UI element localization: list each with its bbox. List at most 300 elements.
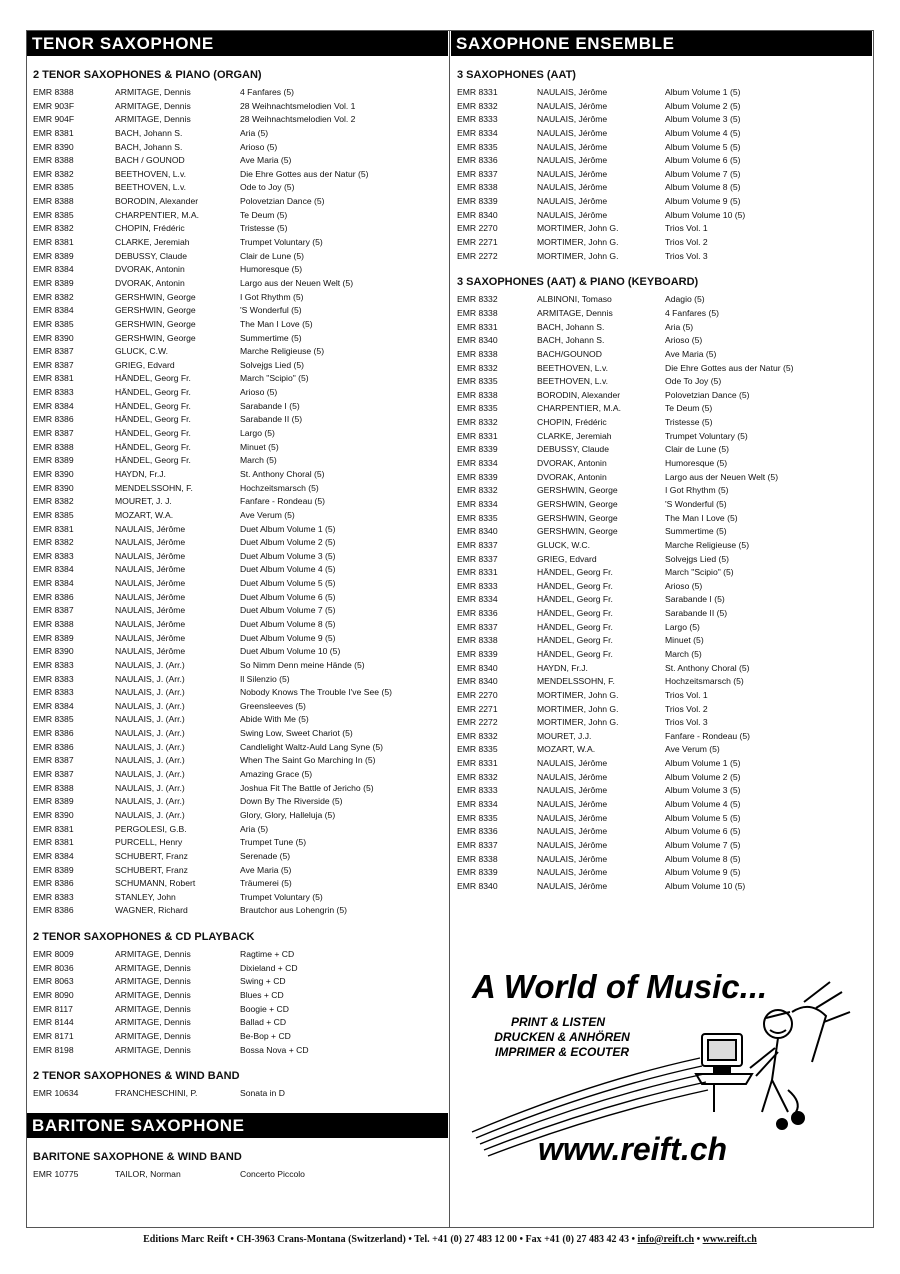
composer-name: GLUCK, C.W. xyxy=(115,346,169,357)
catalog-number: EMR 8337 xyxy=(457,839,498,850)
composer-name: HÄNDEL, Georg Fr. xyxy=(537,635,613,646)
work-title: Aria (5) xyxy=(240,127,269,138)
catalog-row xyxy=(27,427,448,441)
catalog-number: EMR 8382 xyxy=(33,291,74,302)
composer-name: NAULAIS, Jérôme xyxy=(537,127,608,138)
catalog-number: EMR 8386 xyxy=(33,414,74,425)
catalog-row xyxy=(451,662,872,676)
composer-name: SCHUMANN, Robert xyxy=(115,878,196,889)
composer-name: NAULAIS, Jérôme xyxy=(537,812,608,823)
work-title: Amazing Grace (5) xyxy=(240,769,313,780)
composer-name: MOURET, J. J. xyxy=(115,496,172,507)
ensemble-sections xyxy=(451,69,872,894)
catalog-row xyxy=(451,648,872,662)
catalog-number: EMR 8337 xyxy=(457,553,498,564)
work-title: 28 Weihnachtsmelodien Vol. 2 xyxy=(240,114,356,125)
footer-email-link[interactable]: info@reift.ch xyxy=(637,1234,695,1245)
catalog-row xyxy=(451,771,872,785)
composer-name: BEETHOVEN, L.v. xyxy=(537,362,608,373)
catalog-row xyxy=(27,686,448,700)
catalog-row xyxy=(451,471,872,485)
work-title: 28 Weihnachtsmelodien Vol. 1 xyxy=(240,100,356,111)
catalog-row xyxy=(451,512,872,526)
catalog-row xyxy=(27,536,448,550)
work-title: Trios Vol. 2 xyxy=(665,237,708,248)
catalog-number: EMR 904F xyxy=(33,114,75,125)
composer-name: SCHUBERT, Franz xyxy=(115,850,188,861)
work-title: Aria (5) xyxy=(665,321,694,332)
catalog-number: EMR 8339 xyxy=(457,867,498,878)
catalog-number: EMR 8332 xyxy=(457,485,498,496)
footer-address: Editions Marc Reift • CH-3963 Crans-Montana (Switzerland) • Tel. +41 (0) 27 483 12 00 • Fax +41 (0) 27 483 42 43 • xyxy=(143,1234,638,1245)
work-title: Bossa Nova + CD xyxy=(240,1044,309,1055)
catalog-number: EMR 8332 xyxy=(457,771,498,782)
composer-name: HÄNDEL, Georg Fr. xyxy=(537,567,613,578)
catalog-row xyxy=(27,1044,448,1058)
catalog-number: EMR 2272 xyxy=(457,250,498,261)
catalog-row xyxy=(27,495,448,509)
catalog-row xyxy=(451,141,872,155)
catalog-row xyxy=(451,250,872,264)
catalog-row xyxy=(27,1003,448,1017)
composer-name: GERSHWIN, George xyxy=(537,485,618,496)
work-title: Serenade (5) xyxy=(240,850,291,861)
composer-name: DVORAK, Antonin xyxy=(537,471,607,482)
work-title: Album Volume 8 (5) xyxy=(665,853,741,864)
composer-name: BACH, Johann S. xyxy=(537,321,605,332)
catalog-number: EMR 8144 xyxy=(33,1017,74,1028)
catalog-number: EMR 8381 xyxy=(33,127,74,138)
work-title: Be-Bop + CD xyxy=(240,1030,291,1041)
catalog-number: EMR 8382 xyxy=(33,537,74,548)
catalog-number: EMR 8335 xyxy=(457,141,498,152)
work-title: Largo aus der Neuen Welt (5) xyxy=(240,277,354,288)
composer-name: HÄNDEL, Georg Fr. xyxy=(115,428,191,439)
composer-name: HÄNDEL, Georg Fr. xyxy=(537,608,613,619)
catalog-row xyxy=(27,154,448,168)
catalog-row xyxy=(451,348,872,362)
work-title: Ode to Joy (5) xyxy=(240,182,295,193)
catalog-row xyxy=(451,689,872,703)
catalog-number: EMR 8340 xyxy=(457,335,498,346)
catalog-row xyxy=(451,703,872,717)
catalog-number: EMR 8338 xyxy=(457,307,498,318)
catalog-number: EMR 8383 xyxy=(33,387,74,398)
catalog-number: EMR 8332 xyxy=(457,362,498,373)
catalog-row xyxy=(451,293,872,307)
catalog-number: EMR 8389 xyxy=(33,455,74,466)
catalog-number: EMR 8385 xyxy=(33,209,74,220)
work-title: Swing Low, Sweet Chariot (5) xyxy=(240,728,353,739)
catalog-row xyxy=(27,372,448,386)
composer-name: CHOPIN, Frédéric xyxy=(115,223,185,234)
work-title: Polovetzian Dance (5) xyxy=(240,196,325,207)
footer-web-link[interactable]: www.reift.ch xyxy=(702,1234,757,1245)
work-title: Largo (5) xyxy=(240,428,275,439)
catalog-number: EMR 8383 xyxy=(33,891,74,902)
composer-name: NAULAIS, J. (Arr.) xyxy=(115,796,185,807)
work-title: Duet Album Volume 7 (5) xyxy=(240,605,336,616)
work-title: Trumpet Voluntary (5) xyxy=(665,430,748,441)
catalog-row xyxy=(27,141,448,155)
work-title: Arioso (5) xyxy=(240,141,278,152)
catalog-row xyxy=(451,757,872,771)
catalog-row xyxy=(451,621,872,635)
composer-name: HÄNDEL, Georg Fr. xyxy=(115,387,191,398)
composer-name: BEETHOVEN, L.v. xyxy=(537,376,608,387)
work-title: Duet Album Volume 4 (5) xyxy=(240,564,336,575)
work-title: Album Volume 4 (5) xyxy=(665,799,741,810)
composer-name: GRIEG, Edvard xyxy=(537,553,597,564)
catalog-number: EMR 8384 xyxy=(33,305,74,316)
catalog-row xyxy=(451,716,872,730)
composer-name: MORTIMER, John G. xyxy=(537,717,619,728)
catalog-row xyxy=(451,784,872,798)
work-title: Trios Vol. 2 xyxy=(665,703,708,714)
work-title: Album Volume 2 (5) xyxy=(665,100,741,111)
logo-line-drucken: DRUCKEN & ANHÖREN xyxy=(494,1030,630,1044)
catalog-number: EMR 8383 xyxy=(33,550,74,561)
composer-name: SCHUBERT, Franz xyxy=(115,864,188,875)
baritone-sections xyxy=(27,1151,448,1182)
catalog-number: EMR 8390 xyxy=(33,646,74,657)
composer-name: GERSHWIN, George xyxy=(115,291,196,302)
catalog-number: EMR 8337 xyxy=(457,168,498,179)
work-title: Trios Vol. 1 xyxy=(665,689,708,700)
catalog-row xyxy=(451,634,872,648)
catalog-row xyxy=(27,577,448,591)
catalog-number: EMR 8388 xyxy=(33,155,74,166)
work-title: I Got Rhythm (5) xyxy=(665,485,729,496)
work-title: Trumpet Voluntary (5) xyxy=(240,237,323,248)
catalog-number: EMR 8388 xyxy=(33,87,74,97)
catalog-number: EMR 8336 xyxy=(457,155,498,166)
composer-name: NAULAIS, J. (Arr.) xyxy=(115,741,185,752)
catalog-row xyxy=(451,730,872,744)
catalog-number: EMR 8381 xyxy=(33,523,74,534)
catalog-row xyxy=(451,607,872,621)
composer-name: MOZART, W.A. xyxy=(115,509,174,520)
ensemble-section-title: 3 SAXOPHONES (AAT) xyxy=(457,69,576,81)
catalog-number: EMR 8382 xyxy=(33,168,74,179)
catalog-row xyxy=(27,632,448,646)
work-title: Sarabande II (5) xyxy=(665,608,728,619)
composer-name: CLARKE, Jeremiah xyxy=(115,237,190,248)
catalog-number: EMR 8333 xyxy=(457,580,498,591)
composer-name: DVORAK, Antonin xyxy=(537,458,607,469)
composer-name: ARMITAGE, Dennis xyxy=(115,114,191,125)
catalog-row xyxy=(27,673,448,687)
work-title: Te Deum (5) xyxy=(665,403,713,414)
catalog-number: EMR 8338 xyxy=(457,389,498,400)
catalog-row xyxy=(27,754,448,768)
composer-name: NAULAIS, Jérôme xyxy=(537,196,608,207)
catalog-number: EMR 8388 xyxy=(33,618,74,629)
catalog-row xyxy=(451,675,872,689)
catalog-number: EMR 8387 xyxy=(33,769,74,780)
composer-name: MENDELSSOHN, F. xyxy=(115,482,193,493)
composer-name: GERSHWIN, George xyxy=(115,305,196,316)
work-title: Hochzeitsmarsch (5) xyxy=(240,482,319,493)
catalog-number: EMR 8381 xyxy=(33,823,74,834)
work-title: Tristesse (5) xyxy=(665,417,713,428)
catalog-row xyxy=(27,700,448,714)
catalog-number: EMR 8389 xyxy=(33,632,74,643)
logo-headline: A World of Music... xyxy=(472,968,768,1005)
composer-name: MORTIMER, John G. xyxy=(537,250,619,261)
catalog-number: EMR 8334 xyxy=(457,498,498,509)
composer-name: PERGOLESI, G.B. xyxy=(115,823,187,834)
work-title: Album Volume 10 (5) xyxy=(665,209,746,220)
work-title: Swing + CD xyxy=(240,976,286,987)
work-title: Album Volume 5 (5) xyxy=(665,141,741,152)
catalog-row xyxy=(451,825,872,839)
composer-name: MORTIMER, John G. xyxy=(537,237,619,248)
composer-name: ALBINONI, Tomaso xyxy=(537,294,612,305)
work-title: Te Deum (5) xyxy=(240,209,288,220)
tenor-section-title: 2 TENOR SAXOPHONES & PIANO (ORGAN) xyxy=(33,69,262,81)
catalog-number: EMR 8171 xyxy=(33,1030,74,1041)
catalog-number: EMR 8335 xyxy=(457,376,498,387)
catalog-row xyxy=(451,566,872,580)
work-title: Ode To Joy (5) xyxy=(665,376,722,387)
work-title: Duet Album Volume 2 (5) xyxy=(240,537,336,548)
composer-name: ARMITAGE, Dennis xyxy=(537,307,613,318)
work-title: Album Volume 10 (5) xyxy=(665,880,746,891)
catalog-row xyxy=(451,168,872,182)
work-title: Summertime (5) xyxy=(665,526,727,537)
work-title: Brautchor aus Lohengrin (5) xyxy=(240,905,348,916)
column-divider xyxy=(449,30,450,1228)
composer-name: NAULAIS, Jérôme xyxy=(115,618,186,629)
baritone-section-title: BARITONE SAXOPHONE & WIND BAND xyxy=(33,1150,242,1163)
catalog-row xyxy=(451,127,872,141)
composer-name: NAULAIS, Jérôme xyxy=(537,100,608,111)
work-title: Die Ehre Gottes aus der Natur (5) xyxy=(665,362,794,373)
catalog-row xyxy=(451,484,872,498)
work-title: Glory, Glory, Halleluja (5) xyxy=(240,809,336,820)
catalog-row xyxy=(27,441,448,455)
composer-name: MENDELSSOHN, F. xyxy=(537,676,615,687)
work-title: Duet Album Volume 6 (5) xyxy=(240,591,336,602)
composer-name: ARMITAGE, Dennis xyxy=(115,1030,191,1041)
catalog-row xyxy=(27,291,448,305)
work-title: Ave Maria (5) xyxy=(240,864,292,875)
work-title: Minuet (5) xyxy=(665,635,704,646)
catalog-row xyxy=(27,413,448,427)
catalog-number: EMR 8340 xyxy=(457,662,498,673)
catalog-number: EMR 8332 xyxy=(457,417,498,428)
composer-name: HÄNDEL, Georg Fr. xyxy=(115,414,191,425)
catalog-row xyxy=(451,866,872,880)
catalog-row xyxy=(27,304,448,318)
composer-name: ARMITAGE, Dennis xyxy=(115,949,191,960)
catalog-row xyxy=(27,168,448,182)
work-title: Album Volume 5 (5) xyxy=(665,812,741,823)
catalog-number: EMR 8388 xyxy=(33,196,74,207)
work-title: Minuet (5) xyxy=(240,441,279,452)
catalog-number: EMR 8390 xyxy=(33,141,74,152)
catalog-number: EMR 8383 xyxy=(33,659,74,670)
composer-name: NAULAIS, Jérôme xyxy=(115,605,186,616)
page-footer xyxy=(0,1234,900,1245)
work-title: Trios Vol. 1 xyxy=(665,223,708,234)
composer-name: NAULAIS, J. (Arr.) xyxy=(115,755,185,766)
catalog-number: EMR 8340 xyxy=(457,209,498,220)
work-title: Tristesse (5) xyxy=(240,223,288,234)
work-title: Largo aus der Neuen Welt (5) xyxy=(665,471,779,482)
catalog-number: EMR 8389 xyxy=(33,864,74,875)
catalog-row xyxy=(27,400,448,414)
catalog-row xyxy=(27,795,448,809)
catalog-number: EMR 8386 xyxy=(33,591,74,602)
catalog-number: EMR 8340 xyxy=(457,676,498,687)
catalog-number: EMR 8384 xyxy=(33,850,74,861)
catalog-number: EMR 8337 xyxy=(457,621,498,632)
work-title: 'S Wonderful (5) xyxy=(665,498,727,509)
catalog-number: EMR 8333 xyxy=(457,114,498,125)
catalog-number: EMR 8335 xyxy=(457,812,498,823)
catalog-row xyxy=(451,181,872,195)
work-title: Album Volume 9 (5) xyxy=(665,196,741,207)
composer-name: GERSHWIN, George xyxy=(537,498,618,509)
catalog-row xyxy=(27,1168,448,1182)
catalog-number: EMR 8387 xyxy=(33,428,74,439)
catalog-row xyxy=(451,375,872,389)
catalog-number: EMR 8339 xyxy=(457,471,498,482)
work-title: Album Volume 3 (5) xyxy=(665,785,741,796)
catalog-number: EMR 8332 xyxy=(457,294,498,305)
catalog-row xyxy=(27,645,448,659)
catalog-number: EMR 8339 xyxy=(457,196,498,207)
catalog-row xyxy=(27,86,448,100)
catalog-number: EMR 8338 xyxy=(457,182,498,193)
composer-name: ARMITAGE, Dennis xyxy=(115,1017,191,1028)
composer-name: BACH/GOUNOD xyxy=(537,348,602,359)
work-title: March (5) xyxy=(665,648,702,659)
composer-name: WAGNER, Richard xyxy=(115,905,188,916)
work-title: Down By The Riverside (5) xyxy=(240,796,343,807)
composer-name: HÄNDEL, Georg Fr. xyxy=(115,441,191,452)
catalog-number: EMR 8385 xyxy=(33,182,74,193)
catalog-row xyxy=(27,904,448,918)
catalog-number: EMR 8036 xyxy=(33,962,74,973)
catalog-number: EMR 8335 xyxy=(457,512,498,523)
composer-name: NAULAIS, Jérôme xyxy=(537,826,608,837)
catalog-number: EMR 8389 xyxy=(33,250,74,261)
saxophone-ensemble-banner: SAXOPHONE ENSEMBLE xyxy=(451,31,872,56)
baritone-saxophone-banner: BARITONE SAXOPHONE xyxy=(27,1113,448,1138)
work-title: Ave Maria (5) xyxy=(665,348,717,359)
work-title: Arioso (5) xyxy=(240,387,278,398)
catalog-number: EMR 8384 xyxy=(33,400,74,411)
work-title: Marche Religieuse (5) xyxy=(240,346,325,357)
catalog-row xyxy=(451,209,872,223)
catalog-row xyxy=(27,263,448,277)
catalog-number: EMR 8385 xyxy=(33,318,74,329)
composer-name: NAULAIS, Jérôme xyxy=(115,550,186,561)
catalog-row xyxy=(27,345,448,359)
catalog-number: EMR 8385 xyxy=(33,714,74,725)
composer-name: NAULAIS, Jérôme xyxy=(537,839,608,850)
work-title: Duet Album Volume 9 (5) xyxy=(240,632,336,643)
composer-name: HÄNDEL, Georg Fr. xyxy=(537,648,613,659)
composer-name: NAULAIS, Jérôme xyxy=(115,523,186,534)
work-title: Trumpet Tune (5) xyxy=(240,837,307,848)
catalog-number: EMR 8390 xyxy=(33,482,74,493)
catalog-number: EMR 8389 xyxy=(33,796,74,807)
composer-name: GLUCK, W.C. xyxy=(537,539,591,550)
composer-name: BACH, Johann S. xyxy=(115,127,183,138)
work-title: Sarabande I (5) xyxy=(665,594,725,605)
work-title: Joshua Fit The Battle of Jericho (5) xyxy=(240,782,374,793)
catalog-row xyxy=(27,277,448,291)
composer-name: NAULAIS, Jérôme xyxy=(537,853,608,864)
composer-name: ARMITAGE, Dennis xyxy=(115,87,191,97)
work-title: Album Volume 1 (5) xyxy=(665,87,741,97)
composer-name: GERSHWIN, George xyxy=(537,512,618,523)
catalog-row xyxy=(451,402,872,416)
catalog-row xyxy=(27,359,448,373)
catalog-row xyxy=(451,307,872,321)
catalog-number: EMR 8384 xyxy=(33,564,74,575)
catalog-row xyxy=(451,853,872,867)
catalog-row xyxy=(451,743,872,757)
catalog-number: EMR 8331 xyxy=(457,87,498,97)
left-column xyxy=(27,31,448,1181)
work-title: Nobody Knows The Trouble I've See (5) xyxy=(240,687,392,698)
catalog-number: EMR 8384 xyxy=(33,264,74,275)
work-title: Il Silenzio (5) xyxy=(240,673,290,684)
catalog-number: EMR 8385 xyxy=(33,509,74,520)
work-title: Marche Religieuse (5) xyxy=(665,539,750,550)
catalog-row xyxy=(27,250,448,264)
catalog-row xyxy=(27,891,448,905)
catalog-row xyxy=(27,100,448,114)
catalog-number: EMR 8387 xyxy=(33,346,74,357)
catalog-row xyxy=(27,209,448,223)
catalog-number: EMR 8389 xyxy=(33,277,74,288)
catalog-number: EMR 8331 xyxy=(457,567,498,578)
catalog-row xyxy=(451,593,872,607)
catalog-row xyxy=(451,321,872,335)
catalog-number: EMR 8331 xyxy=(457,430,498,441)
work-title: Arioso (5) xyxy=(665,335,703,346)
work-title: Clair de Lune (5) xyxy=(665,444,730,455)
catalog-number: EMR 8063 xyxy=(33,976,74,987)
catalog-row xyxy=(451,525,872,539)
catalog-number: EMR 8339 xyxy=(457,444,498,455)
catalog-row xyxy=(451,539,872,553)
catalog-row xyxy=(27,195,448,209)
catalog-row xyxy=(451,812,872,826)
composer-name: CHARPENTIER, M.A. xyxy=(537,403,622,414)
composer-name: BACH / GOUNOD xyxy=(115,155,185,166)
work-title: 4 Fanfares (5) xyxy=(240,87,294,97)
composer-name: NAULAIS, Jérôme xyxy=(537,867,608,878)
composer-name: NAULAIS, Jérôme xyxy=(115,632,186,643)
catalog-number: EMR 8383 xyxy=(33,687,74,698)
composer-name: NAULAIS, J. (Arr.) xyxy=(115,700,185,711)
catalog-row xyxy=(27,962,448,976)
catalog-number: EMR 8335 xyxy=(457,744,498,755)
right-column xyxy=(451,31,872,894)
composer-name: NAULAIS, Jérôme xyxy=(537,87,608,97)
composer-name: NAULAIS, Jérôme xyxy=(537,182,608,193)
catalog-row xyxy=(27,332,448,346)
composer-name: HÄNDEL, Georg Fr. xyxy=(537,594,613,605)
catalog-row xyxy=(27,948,448,962)
